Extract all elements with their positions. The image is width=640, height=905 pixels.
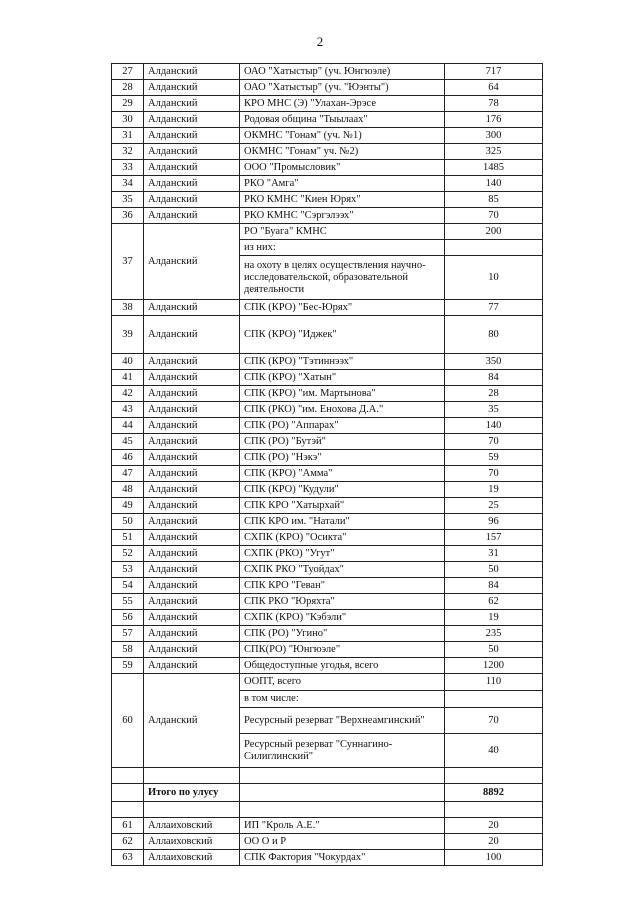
table-row bbox=[112, 208, 543, 224]
district-cell: Алданский bbox=[144, 80, 240, 96]
area-cell: 1200 bbox=[445, 658, 543, 674]
organization-cell: СПК (РО) "Бутэй" bbox=[240, 434, 445, 450]
district-cell: Алданский bbox=[144, 64, 240, 80]
row-number: 49 bbox=[112, 498, 144, 514]
organization-cell: из них: bbox=[240, 240, 445, 256]
page-number: 2 bbox=[316, 34, 324, 49]
district-cell: Алданский bbox=[144, 530, 240, 546]
area-cell: 40 bbox=[445, 734, 543, 768]
row-number: 32 bbox=[112, 144, 144, 160]
district-cell: Алданский bbox=[144, 578, 240, 594]
area-cell: 200 bbox=[445, 224, 543, 240]
district-cell: Алданский bbox=[144, 610, 240, 626]
district-cell: Алданский bbox=[144, 160, 240, 176]
area-cell: 325 bbox=[445, 144, 543, 160]
area-cell: 10 bbox=[445, 256, 543, 300]
area-cell: 717 bbox=[445, 64, 543, 80]
row-number: 38 bbox=[112, 300, 144, 316]
table-row bbox=[112, 96, 543, 112]
area-cell bbox=[445, 691, 543, 708]
organization-cell: Общедоступные угодья, всего bbox=[240, 658, 445, 674]
organization-cell: СХПК РКО "Туойдах" bbox=[240, 562, 445, 578]
district-cell: Алданский bbox=[144, 176, 240, 192]
organization-cell: СПК(РО) "Юнгюэле" bbox=[240, 642, 445, 658]
row-number: 41 bbox=[112, 370, 144, 386]
district-cell: Алданский bbox=[144, 482, 240, 498]
district-cell: Алданский bbox=[144, 626, 240, 642]
district-cell: Алданский bbox=[144, 192, 240, 208]
organization-cell: СПК (РО) "Аппарах" bbox=[240, 418, 445, 434]
table-row bbox=[112, 658, 543, 674]
row-number: 55 bbox=[112, 594, 144, 610]
row-number: 45 bbox=[112, 434, 144, 450]
row-number: 29 bbox=[112, 96, 144, 112]
organization-cell: СХПК (РКО) "Угут" bbox=[240, 546, 445, 562]
area-cell: 78 bbox=[445, 96, 543, 112]
district-cell: Алданский bbox=[144, 354, 240, 370]
row-number: 40 bbox=[112, 354, 144, 370]
table-row bbox=[112, 802, 543, 818]
area-cell: 300 bbox=[445, 128, 543, 144]
district-cell: Алданский bbox=[144, 466, 240, 482]
table-row bbox=[112, 418, 543, 434]
row-number: 63 bbox=[112, 850, 144, 866]
table-row bbox=[112, 578, 543, 594]
district-cell: Алданский bbox=[144, 642, 240, 658]
district-cell: Алданский bbox=[144, 546, 240, 562]
table-row bbox=[112, 64, 543, 80]
organization-cell: СПК (КРО) "Амма" bbox=[240, 466, 445, 482]
organization-cell: СХПК (КРО) "Кэбэли" bbox=[240, 610, 445, 626]
district-cell: Аллаиховский bbox=[144, 834, 240, 850]
row-number: 54 bbox=[112, 578, 144, 594]
area-cell: 77 bbox=[445, 300, 543, 316]
area-cell: 59 bbox=[445, 450, 543, 466]
table-row bbox=[112, 530, 543, 546]
table-row bbox=[112, 370, 543, 386]
area-cell: 235 bbox=[445, 626, 543, 642]
district-cell: Аллаиховский bbox=[144, 818, 240, 834]
organization-cell: СПК (КРО) "Хатын" bbox=[240, 370, 445, 386]
table-row bbox=[112, 128, 543, 144]
organization-cell: Ресурсный резерват "Суннагино-Силиглинский" bbox=[240, 734, 445, 768]
organization-cell: ООПТ, всего bbox=[240, 674, 445, 691]
hunting-grounds-table bbox=[111, 63, 543, 866]
row-number: 62 bbox=[112, 834, 144, 850]
area-cell: 350 bbox=[445, 354, 543, 370]
table-row bbox=[112, 674, 543, 691]
district-cell: Алданский bbox=[144, 208, 240, 224]
area-cell: 96 bbox=[445, 514, 543, 530]
table-row bbox=[112, 610, 543, 626]
table-row bbox=[112, 224, 543, 240]
table-row bbox=[112, 546, 543, 562]
organization-cell: СПК КРО им. "Натали" bbox=[240, 514, 445, 530]
organization-cell: СПК (КРО) "Кудули" bbox=[240, 482, 445, 498]
table-row bbox=[112, 834, 543, 850]
area-cell: 84 bbox=[445, 370, 543, 386]
district-cell: Алданский bbox=[144, 434, 240, 450]
organization-cell: ООО "Промысловик" bbox=[240, 160, 445, 176]
district-cell: Алданский bbox=[144, 224, 240, 300]
area-cell: 64 bbox=[445, 80, 543, 96]
district-cell: Алданский bbox=[144, 658, 240, 674]
row-number: 28 bbox=[112, 80, 144, 96]
table-row bbox=[112, 562, 543, 578]
table-row bbox=[112, 434, 543, 450]
area-cell: 31 bbox=[445, 546, 543, 562]
area-cell: 84 bbox=[445, 578, 543, 594]
organization-cell: на охоту в целях осуществления научно-исследовательской, образовательной деятельности bbox=[240, 256, 445, 300]
row-number: 43 bbox=[112, 402, 144, 418]
area-cell: 157 bbox=[445, 530, 543, 546]
area-cell: 70 bbox=[445, 466, 543, 482]
area-cell: 85 bbox=[445, 192, 543, 208]
area-cell: 19 bbox=[445, 610, 543, 626]
organization-cell: Ресурсный резерват "Верхнеамгинский" bbox=[240, 708, 445, 734]
table-row bbox=[112, 80, 543, 96]
organization-cell: РКО КМНС "Сэргэлээх" bbox=[240, 208, 445, 224]
organization-cell: ОАО "Хатыстыр" (уч. "Юэнты") bbox=[240, 80, 445, 96]
total-value: 8892 bbox=[445, 784, 543, 802]
organization-cell: СПК (РО) "Нэкэ" bbox=[240, 450, 445, 466]
organization-cell: в том числе: bbox=[240, 691, 445, 708]
row-number: 53 bbox=[112, 562, 144, 578]
table-row bbox=[112, 642, 543, 658]
district-cell: Алданский bbox=[144, 514, 240, 530]
table-row bbox=[112, 176, 543, 192]
table-row bbox=[112, 144, 543, 160]
area-cell: 20 bbox=[445, 834, 543, 850]
table-row bbox=[112, 626, 543, 642]
row-number: 61 bbox=[112, 818, 144, 834]
row-number: 52 bbox=[112, 546, 144, 562]
row-number: 51 bbox=[112, 530, 144, 546]
table-row bbox=[112, 112, 543, 128]
table-row bbox=[112, 498, 543, 514]
organization-cell: ОО О и Р bbox=[240, 834, 445, 850]
area-cell bbox=[445, 240, 543, 256]
table-row bbox=[112, 160, 543, 176]
area-cell: 140 bbox=[445, 418, 543, 434]
row-number: 35 bbox=[112, 192, 144, 208]
organization-cell: СПК (РКО) "им. Енохова Д.А." bbox=[240, 402, 445, 418]
table-row bbox=[112, 818, 543, 834]
area-cell: 100 bbox=[445, 850, 543, 866]
organization-cell: СПК КРО "Хатырхай" bbox=[240, 498, 445, 514]
area-cell: 176 bbox=[445, 112, 543, 128]
area-cell: 70 bbox=[445, 434, 543, 450]
area-cell: 80 bbox=[445, 316, 543, 354]
row-number: 27 bbox=[112, 64, 144, 80]
table-row bbox=[112, 850, 543, 866]
area-cell: 1485 bbox=[445, 160, 543, 176]
row-number: 60 bbox=[112, 674, 144, 768]
district-cell: Алданский bbox=[144, 144, 240, 160]
organization-cell: СПК Фактория "Чокурдах" bbox=[240, 850, 445, 866]
total-label: Итого по улусу bbox=[144, 784, 240, 802]
organization-cell: ОАО "Хатыстыр" (уч. Юнгюэле) bbox=[240, 64, 445, 80]
row-number: 56 bbox=[112, 610, 144, 626]
area-cell: 70 bbox=[445, 208, 543, 224]
organization-cell: ОКМНС "Гонам" уч. №2) bbox=[240, 144, 445, 160]
district-cell: Алданский bbox=[144, 418, 240, 434]
table-row bbox=[112, 402, 543, 418]
area-cell: 50 bbox=[445, 562, 543, 578]
organization-cell: СПК (КРО) "Иджек" bbox=[240, 316, 445, 354]
row-number: 46 bbox=[112, 450, 144, 466]
district-cell: Алданский bbox=[144, 674, 240, 768]
area-cell: 110 bbox=[445, 674, 543, 691]
organization-cell: ОКМНС "Гонам" (уч. №1) bbox=[240, 128, 445, 144]
table-row bbox=[112, 192, 543, 208]
area-cell: 70 bbox=[445, 708, 543, 734]
table-row bbox=[112, 450, 543, 466]
table-row bbox=[112, 316, 543, 354]
organization-cell: СПК (РО) "Угино" bbox=[240, 626, 445, 642]
organization-cell: СХПК (КРО) "Осикта" bbox=[240, 530, 445, 546]
district-cell: Алданский bbox=[144, 316, 240, 354]
total-row bbox=[112, 784, 543, 802]
organization-cell: СПК (КРО) "Тэтиннээх" bbox=[240, 354, 445, 370]
organization-cell: Родовая община "Тыылаах" bbox=[240, 112, 445, 128]
district-cell: Алданский bbox=[144, 562, 240, 578]
row-number: 57 bbox=[112, 626, 144, 642]
table-row bbox=[112, 386, 543, 402]
district-cell: Алданский bbox=[144, 498, 240, 514]
row-number: 42 bbox=[112, 386, 144, 402]
row-number: 44 bbox=[112, 418, 144, 434]
district-cell: Алданский bbox=[144, 96, 240, 112]
row-number: 37 bbox=[112, 224, 144, 300]
organization-cell: СПК (КРО) "Бес-Юрях" bbox=[240, 300, 445, 316]
area-cell: 35 bbox=[445, 402, 543, 418]
organization-cell: СПК (КРО) "им. Мартынова" bbox=[240, 386, 445, 402]
organization-cell: КРО МНС (Э) "Улахан-Эрэсе bbox=[240, 96, 445, 112]
row-number: 50 bbox=[112, 514, 144, 530]
table-row bbox=[112, 354, 543, 370]
table-row bbox=[112, 482, 543, 498]
organization-cell: РО "Буага" КМНС bbox=[240, 224, 445, 240]
table-row bbox=[112, 300, 543, 316]
district-cell: Алданский bbox=[144, 300, 240, 316]
district-cell: Алданский bbox=[144, 370, 240, 386]
organization-cell: СПК КРО "Геван" bbox=[240, 578, 445, 594]
row-number: 59 bbox=[112, 658, 144, 674]
area-cell: 50 bbox=[445, 642, 543, 658]
row-number: 36 bbox=[112, 208, 144, 224]
area-cell: 62 bbox=[445, 594, 543, 610]
row-number: 33 bbox=[112, 160, 144, 176]
table-row bbox=[112, 514, 543, 530]
area-cell: 20 bbox=[445, 818, 543, 834]
organization-cell: РКО КМНС "Киен Юрях" bbox=[240, 192, 445, 208]
area-cell: 25 bbox=[445, 498, 543, 514]
row-number: 30 bbox=[112, 112, 144, 128]
table-row bbox=[112, 466, 543, 482]
organization-cell: СПК РКО "Юряхта" bbox=[240, 594, 445, 610]
district-cell: Алданский bbox=[144, 386, 240, 402]
row-number: 58 bbox=[112, 642, 144, 658]
district-cell: Алданский bbox=[144, 402, 240, 418]
district-cell: Алданский bbox=[144, 450, 240, 466]
area-cell: 140 bbox=[445, 176, 543, 192]
row-number: 34 bbox=[112, 176, 144, 192]
organization-cell: РКО "Амга" bbox=[240, 176, 445, 192]
district-cell: Алданский bbox=[144, 128, 240, 144]
row-number: 47 bbox=[112, 466, 144, 482]
row-number: 31 bbox=[112, 128, 144, 144]
row-number: 48 bbox=[112, 482, 144, 498]
table-row bbox=[112, 768, 543, 784]
district-cell: Аллаиховский bbox=[144, 850, 240, 866]
area-cell: 19 bbox=[445, 482, 543, 498]
organization-cell: ИП "Кроль А.Е." bbox=[240, 818, 445, 834]
row-number: 39 bbox=[112, 316, 144, 354]
area-cell: 28 bbox=[445, 386, 543, 402]
table-row bbox=[112, 594, 543, 610]
district-cell: Алданский bbox=[144, 112, 240, 128]
district-cell: Алданский bbox=[144, 594, 240, 610]
